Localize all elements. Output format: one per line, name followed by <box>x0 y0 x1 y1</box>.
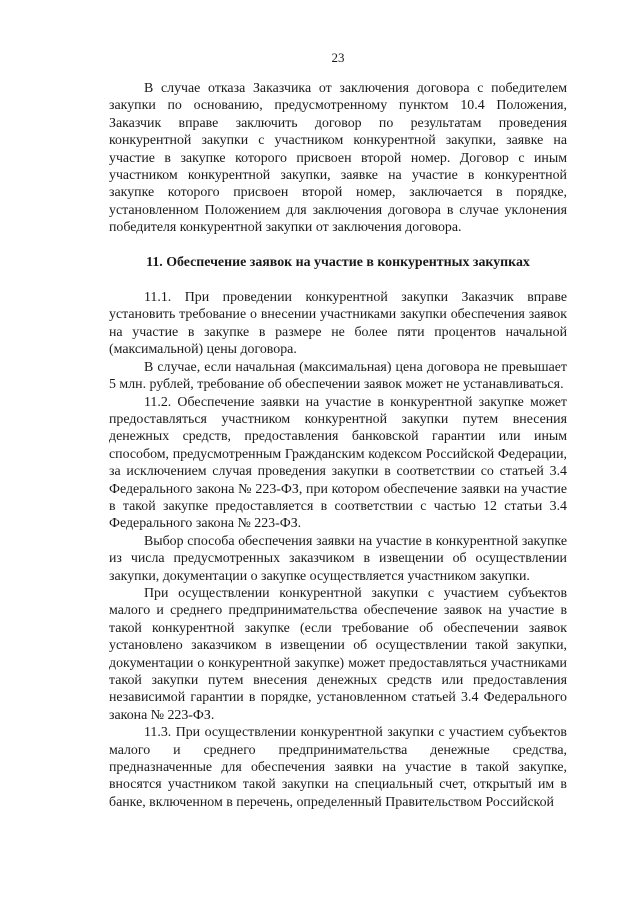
paragraph-contract-refusal: В случае отказа Заказчика от заключения договора с победителем закупки по основанию, предусмотренному пунктом 10.4 Положения, Заказчик вправе заключить договор по результатам проведения конкурентной закупки с участником конкурентной закупки, заявке на участие в закупке которого присвоен второй номер. Договор с иным участником конкурентной закупки, заявке на участие в конкурентной закупке которого присвоен второй номер, заключается в порядке, установленном Положением для заключения договора в случае уклонения победителя конкурентной закупки от заключения договора. <box>109 81 567 236</box>
document-body <box>109 80 567 811</box>
paragraph-11-2: 11.2. Обеспечение заявки на участие в конкурентной закупке может предоставляться участником конкурентной закупки путем внесения денежных средств, предоставления банковской гарантии или иным способом, предусмотренным Гражданским кодексом Российской Федерации, за исключением случая проведения закупки в соответствии со статьей 3.4 Федерального закона № 223-ФЗ, при котором обеспечение заявки на участие в такой закупке предоставляется в соответствии с частью 12 статьи 3.4 Федерального закона № 223-ФЗ. <box>109 394 567 532</box>
paragraph-11-3: 11.3. При осуществлении конкурентной закупки с участием субъектов малого и среднего предпринимательства денежные средства, предназначенные для обеспечения заявки на участие в такой закупке, вносятся участником такой закупки на специальный счет, открытый им в банке, включенном в перечень, определенный Правительством Российской <box>109 725 567 810</box>
paragraph-sme-procurement: При осуществлении конкурентной закупки с участием субъектов малого и среднего предпринимательства обеспечение заявок на участие в такой конкурентной закупке (если требование об обеспечении заявок установлено заказчиком в извещении об осуществлении такой закупки, документации о конкурентной закупке) может предоставляться участниками такой закупки путем внесения денежных средств или предоставления независимой гарантии в порядке, установленном статьей 3.4 Федерального закона № 223-ФЗ. <box>109 585 567 723</box>
section-heading: 11. Обеспечение заявок на участие в конкурентных закупках <box>146 254 530 270</box>
page-number: 23 <box>331 50 345 65</box>
paragraph-11-1: 11.1. При проведении конкурентной закупки Заказчик вправе установить требование о внесении участниками закупки обеспечения заявок на участие в закупке в размере не более пяти процентов начальной (максимальной) цены договора. <box>109 290 567 358</box>
paragraph-security-choice: Выбор способа обеспечения заявки на участие в конкурентной закупке из числа предусмотренных заказчиком в извещении об осуществлении закупки, документации о закупке осуществляется участником закупки. <box>109 533 567 584</box>
paragraph-price-threshold: В случае, если начальная (максимальная) цена договора не превышает 5 млн. рублей, требование об обеспечении заявок может не устанавливаться. <box>109 359 567 393</box>
